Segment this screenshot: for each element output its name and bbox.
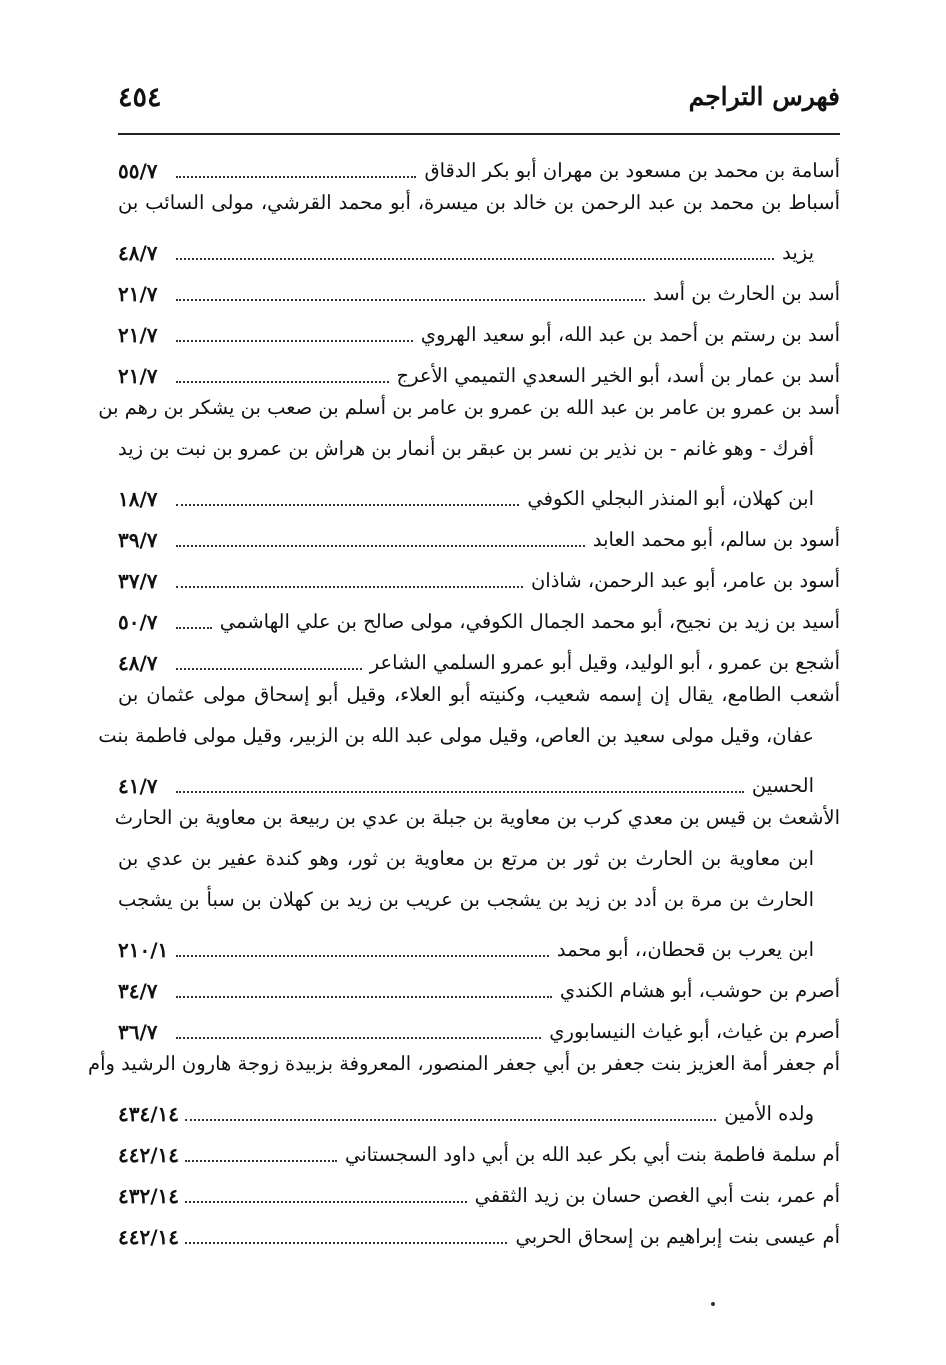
index-entry-line — [118, 314, 840, 355]
index-entry-line — [118, 1175, 840, 1216]
leader-dots — [176, 586, 523, 588]
index-entry-line — [118, 601, 840, 642]
volume-page-ref: ٣٦/٧ — [118, 1019, 158, 1044]
leader-dots — [176, 504, 519, 506]
leader-dots — [176, 668, 362, 670]
volume-page-ref: ٤٨/٧ — [118, 240, 158, 265]
entry-text: أسود بن سالم، أبو محمد العابد — [592, 528, 840, 551]
entry-text: يزيد — [782, 241, 814, 264]
page-header — [118, 78, 840, 126]
ink-dot — [711, 1302, 715, 1306]
page-number: ٤٥٤ — [118, 82, 162, 113]
index-entry-line — [118, 970, 840, 1011]
entry-text: أشعب الطامع، يقال إن إسمه شعيب، وكنيته أبو العلاء، وقيل أبو إسحاق مولى عثمان بن — [118, 683, 840, 706]
leader-dots — [176, 176, 416, 178]
index-entry-line — [118, 1134, 840, 1175]
leader-dots — [185, 1242, 507, 1244]
entry-text: أسيد بن زيد بن نجيح، أبو محمد الجمال الكوفي، مولى صالح بن علي الهاشمي — [219, 610, 840, 633]
index-entry-line — [118, 232, 840, 273]
index-entry-line — [118, 150, 840, 191]
entry-text: أم عمر، بنت أبي الغصن حسان بن زيد الثقفي — [474, 1184, 840, 1207]
entry-text: ابن كهلان، أبو المنذر البجلي الكوفي — [527, 487, 814, 510]
index-entry-line — [118, 478, 840, 519]
entry-text: ابن معاوية بن الحارث بن ثور بن مرتع بن معاوية بن ثور، وهو كندة عفير بن عدي بن — [118, 847, 814, 870]
volume-page-ref: ٥٥/٧ — [118, 158, 158, 183]
volume-page-ref: ٤٣٤/١٤ — [118, 1101, 180, 1126]
leader-dots — [176, 258, 774, 260]
volume-page-ref: ٢١/٧ — [118, 322, 158, 347]
entry-text: أصرم بن غياث، أبو غياث النيسابوري — [549, 1020, 840, 1043]
entry-text: أصرم بن حوشب، أبو هشام الكندي — [559, 979, 840, 1002]
entry-text: أسود بن عامر، أبو عبد الرحمن، شاذان — [530, 569, 840, 592]
index-entry-line — [118, 519, 840, 560]
leader-dots — [185, 1201, 467, 1203]
index-entry-line — [118, 1216, 840, 1257]
index-entry-line — [118, 355, 840, 396]
leader-dots — [176, 381, 389, 383]
index-entry-line — [118, 929, 840, 970]
volume-page-ref: ٢١/٧ — [118, 281, 158, 306]
entry-text: أم عيسى بنت إبراهيم بن إسحاق الحربي — [515, 1225, 840, 1248]
entry-text: الحسين — [751, 774, 814, 797]
entry-text: ابن يعرب بن قحطان،، أبو محمد — [556, 938, 814, 961]
leader-dots — [185, 1119, 716, 1121]
leader-dots — [176, 955, 549, 957]
leader-dots — [176, 340, 413, 342]
volume-page-ref: ٤٨/٧ — [118, 650, 158, 675]
volume-page-ref: ٢١٠/١ — [118, 937, 169, 962]
leader-dots — [176, 791, 744, 793]
entry-text: أسامة بن محمد بن مسعود بن مهران أبو بكر الدقاق — [424, 159, 840, 182]
leader-dots — [176, 1037, 541, 1039]
leader-dots — [176, 299, 645, 301]
volume-page-ref: ٣٧/٧ — [118, 568, 158, 593]
entry-text: الأشعث بن قيس بن معدي كرب بن معاوية بن جبلة بن عدي بن ربيعة بن معاوية بن الحارث — [114, 806, 840, 829]
volume-page-ref: ٥٠/٧ — [118, 609, 158, 634]
entry-text: أم سلمة فاطمة بنت أبي بكر عبد الله بن أبي داود السجستاني — [344, 1143, 840, 1166]
entry-text: عفان، وقيل مولى سعيد بن العاص، وقيل مولى عبد الله بن الزبير، وقيل مولى فاطمة بنت — [98, 724, 814, 747]
volume-page-ref: ٤١/٧ — [118, 773, 158, 798]
volume-page-ref: ٤٤٢/١٤ — [118, 1224, 180, 1249]
leader-dots — [176, 545, 585, 547]
leader-dots — [176, 996, 552, 998]
volume-page-ref: ٤٤٢/١٤ — [118, 1142, 180, 1167]
entry-text: الحارث بن مرة بن أدد بن زيد بن يشجب بن عريب بن زيد بن كهلان بن سبأ بن يشجب — [118, 888, 814, 911]
index-entry-line — [118, 642, 840, 683]
index-entry-line — [118, 1011, 840, 1052]
leader-dots — [176, 627, 212, 629]
volume-page-ref: ٤٣٢/١٤ — [118, 1183, 180, 1208]
index-entry-line — [118, 273, 840, 314]
volume-page-ref: ٢١/٧ — [118, 363, 158, 388]
index-entry-line — [118, 560, 840, 601]
entry-text: أسد بن الحارث بن أسد — [653, 282, 840, 305]
leader-dots — [185, 1160, 337, 1162]
entry-text: أشجع بن عمرو ، أبو الوليد، وقيل أبو عمرو السلمي الشاعر — [369, 651, 840, 674]
entry-text: ولده الأمين — [724, 1102, 814, 1125]
entry-text: أسد بن عمار بن أسد، أبو الخير السعدي التميمي الأعرج — [396, 364, 840, 387]
entry-text: أسد بن رستم بن أحمد بن عبد الله، أبو سعيد الهروي — [420, 323, 840, 346]
index-entry-line — [118, 765, 840, 806]
entry-text: أم جعفر أمة العزيز بنت جعفر بن أبي جعفر المنصور، المعروفة بزبيدة زوجة هارون الرشيد وأم — [88, 1052, 840, 1075]
entry-text: أسد بن عمرو بن عامر بن عبد الله بن عمرو بن عامر بن أسلم بن صعب بن يشكر بن رهم بن — [98, 396, 840, 419]
entry-text: أفرك - وهو غانم - بن نذير بن نسر بن عبقر بن أنمار بن هراش بن عمرو بن نبت بن زيد — [118, 437, 814, 460]
entries-list — [88, 150, 840, 1257]
entry-text: أسباط بن محمد بن عبد الرحمن بن خالد بن ميسرة، أبو محمد القرشي، مولى السائب بن — [118, 191, 840, 214]
page-title: فهرس التراجم — [688, 82, 840, 111]
volume-page-ref: ١٨/٧ — [118, 486, 158, 511]
volume-page-ref: ٣٩/٧ — [118, 527, 158, 552]
volume-page-ref: ٣٤/٧ — [118, 978, 158, 1003]
index-entry-line — [118, 1093, 840, 1134]
header-rule — [118, 133, 840, 135]
